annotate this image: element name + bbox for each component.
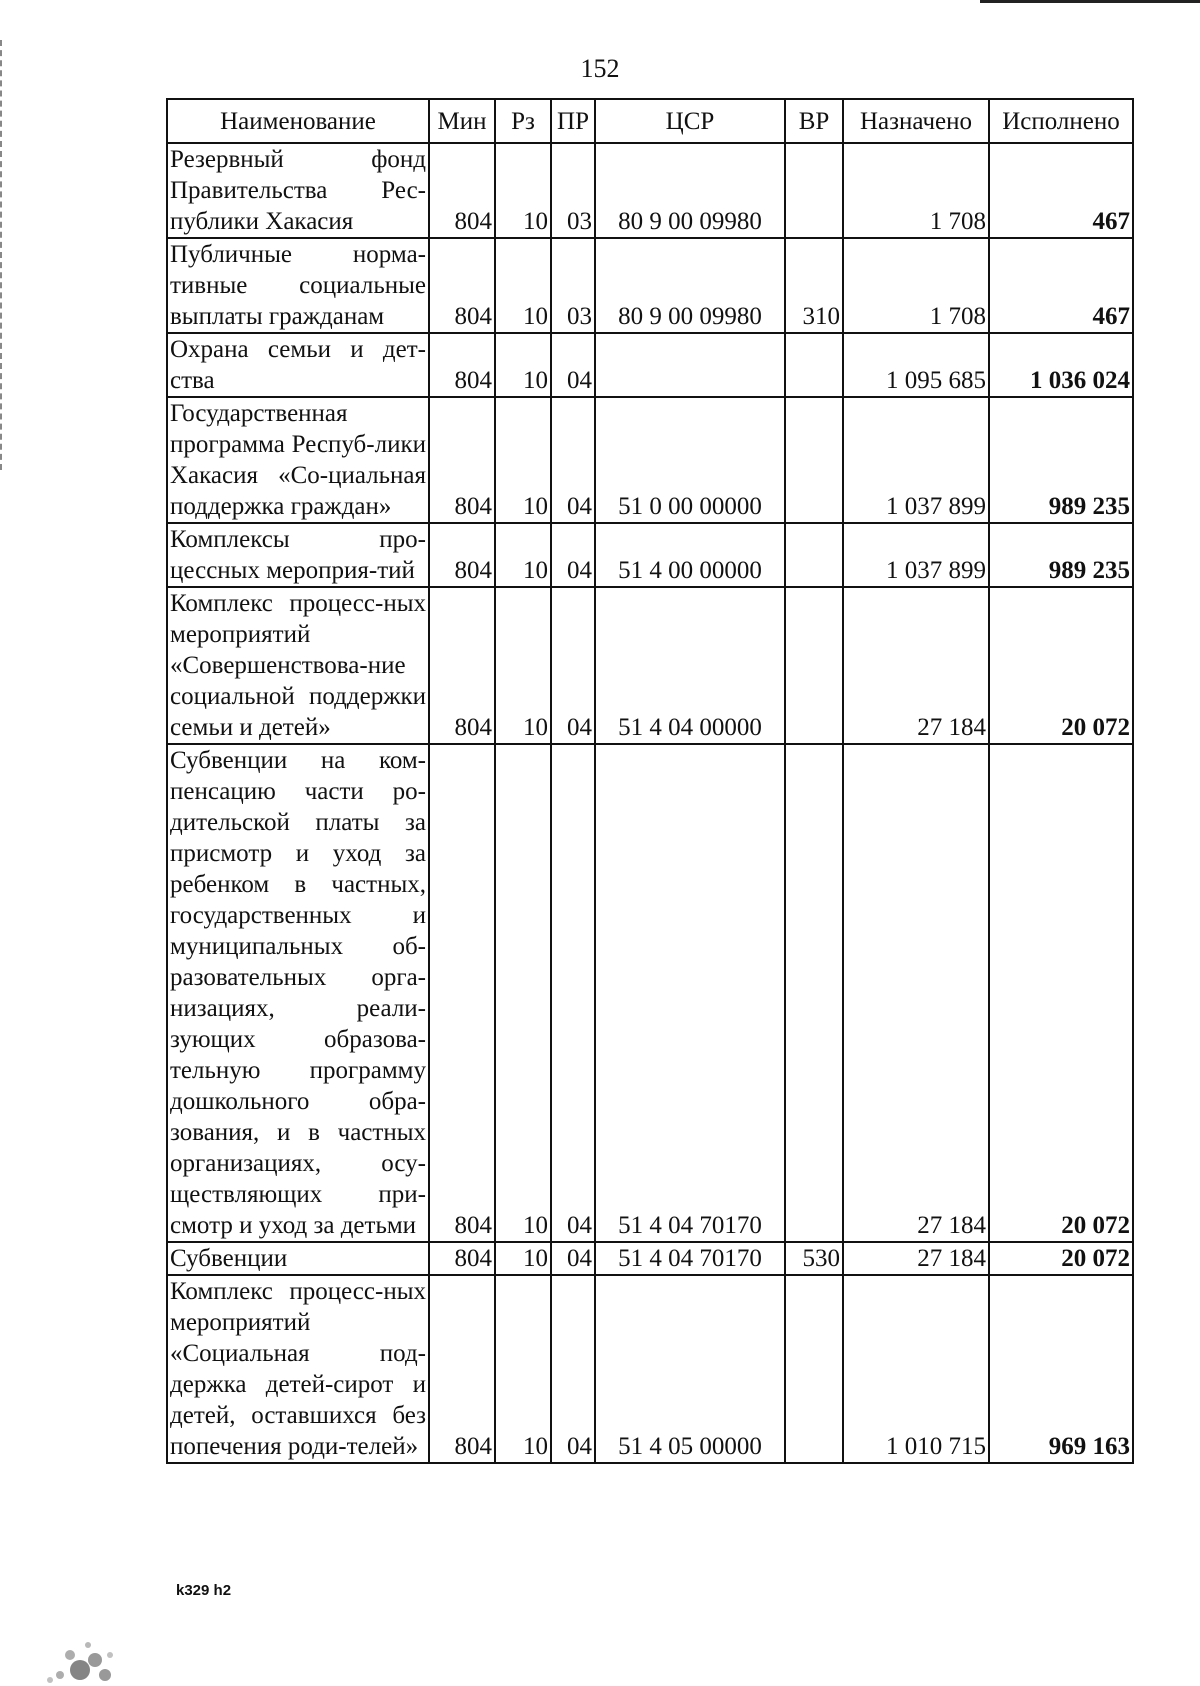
row-executed: 989 235: [989, 397, 1133, 523]
row-rz: 10: [495, 238, 551, 333]
header-name: Наименование: [167, 99, 429, 143]
row-executed: 989 235: [989, 523, 1133, 587]
row-pr: 04: [551, 587, 595, 744]
row-min: 804: [429, 397, 495, 523]
scan-edge-line: [980, 0, 1200, 3]
table-row: [167, 143, 1133, 238]
row-name: Комплекс процесс-ных мероприятий «Социальная под-держка детей-сирот и детей, оставшихся без попечения роди-телей»: [167, 1275, 429, 1463]
row-name: Субвенции на ком-пенсацию части ро-дительской платы за присмотр и уход за ребенком в частных, государственных и муниципальных об-разовательных орга-низациях, реали-зующих образова-тельную программу дошкольного обра-зования, и в частных организациях, осу-ществляющих при-смотр и уход за детьми: [167, 744, 429, 1242]
header-rz: Рз: [495, 99, 551, 143]
row-executed: 467: [989, 238, 1133, 333]
table-header-row: [167, 99, 1133, 143]
table-row: [167, 744, 1133, 1242]
row-vr: [785, 333, 843, 397]
row-rz: 10: [495, 1242, 551, 1275]
table-row: [167, 333, 1133, 397]
row-min: 804: [429, 238, 495, 333]
row-pr: 04: [551, 1275, 595, 1463]
row-assigned: 1 010 715: [843, 1275, 989, 1463]
row-assigned: 1 095 685: [843, 333, 989, 397]
budget-table: [166, 98, 1134, 1464]
row-assigned: 27 184: [843, 1242, 989, 1275]
header-pr: ПР: [551, 99, 595, 143]
row-csr: 51 4 05 00000: [595, 1275, 785, 1463]
table-header: [167, 99, 1133, 143]
row-name: Комплексы про-цессных мероприя-тий: [167, 523, 429, 587]
row-assigned: 27 184: [843, 744, 989, 1242]
row-vr: [785, 397, 843, 523]
row-vr: [785, 744, 843, 1242]
row-csr: 51 4 04 00000: [595, 587, 785, 744]
row-pr: 04: [551, 523, 595, 587]
row-csr: 51 4 00 00000: [595, 523, 785, 587]
footer-code: k329 h2: [176, 1582, 232, 1599]
row-executed: 1 036 024: [989, 333, 1133, 397]
row-pr: 04: [551, 333, 595, 397]
table-row: [167, 238, 1133, 333]
row-pr: 03: [551, 238, 595, 333]
row-vr: [785, 523, 843, 587]
table-body: [167, 143, 1133, 1463]
row-vr: [785, 143, 843, 238]
row-name: Резервный фонд Правительства Рес-публики Хакасия: [167, 143, 429, 238]
row-csr: 80 9 00 09980: [595, 143, 785, 238]
row-rz: 10: [495, 744, 551, 1242]
row-vr: 310: [785, 238, 843, 333]
row-rz: 10: [495, 1275, 551, 1463]
row-assigned: 1 037 899: [843, 397, 989, 523]
row-rz: 10: [495, 397, 551, 523]
row-csr: 80 9 00 09980: [595, 238, 785, 333]
row-name: Охрана семьи и дет-ства: [167, 333, 429, 397]
row-pr: 04: [551, 397, 595, 523]
header-executed: Исполнено: [989, 99, 1133, 143]
row-vr: 530: [785, 1242, 843, 1275]
table-row: [167, 1242, 1133, 1275]
row-name: Субвенции: [167, 1242, 429, 1275]
row-executed: 969 163: [989, 1275, 1133, 1463]
row-csr: [595, 333, 785, 397]
row-name: Публичные норма-тивные социальные выплаты гражданам: [167, 238, 429, 333]
row-min: 804: [429, 744, 495, 1242]
table-row: [167, 397, 1133, 523]
row-vr: [785, 587, 843, 744]
table-row: [167, 523, 1133, 587]
row-executed: 20 072: [989, 744, 1133, 1242]
row-assigned: 1 708: [843, 238, 989, 333]
header-csr: ЦСР: [595, 99, 785, 143]
row-assigned: 1 708: [843, 143, 989, 238]
row-min: 804: [429, 333, 495, 397]
row-min: 804: [429, 523, 495, 587]
row-rz: 10: [495, 587, 551, 744]
page-number: 152: [580, 54, 620, 83]
row-min: 804: [429, 587, 495, 744]
row-name: Государственная программа Респуб-лики Хакасия «Со-циальная поддержка граждан»: [167, 397, 429, 523]
header-vr: ВР: [785, 99, 843, 143]
row-rz: 10: [495, 333, 551, 397]
scan-margin-marks: [0, 40, 6, 470]
row-min: 804: [429, 1275, 495, 1463]
row-pr: 04: [551, 1242, 595, 1275]
row-pr: 04: [551, 744, 595, 1242]
row-executed: 20 072: [989, 1242, 1133, 1275]
row-min: 804: [429, 143, 495, 238]
row-rz: 10: [495, 523, 551, 587]
row-name: Комплекс процесс-ных мероприятий «Совершенствова-ние социальной поддержки семьи и детей»: [167, 587, 429, 744]
row-min: 804: [429, 1242, 495, 1275]
table-row: [167, 587, 1133, 744]
row-assigned: 27 184: [843, 587, 989, 744]
table-row: [167, 1275, 1133, 1463]
row-csr: 51 0 00 00000: [595, 397, 785, 523]
header-assigned: Назначено: [843, 99, 989, 143]
header-min: Мин: [429, 99, 495, 143]
row-assigned: 1 037 899: [843, 523, 989, 587]
row-csr: 51 4 04 70170: [595, 1242, 785, 1275]
row-pr: 03: [551, 143, 595, 238]
scan-artifact-image: [20, 1600, 130, 1686]
row-executed: 20 072: [989, 587, 1133, 744]
row-csr: 51 4 04 70170: [595, 744, 785, 1242]
row-executed: 467: [989, 143, 1133, 238]
row-rz: 10: [495, 143, 551, 238]
row-vr: [785, 1275, 843, 1463]
